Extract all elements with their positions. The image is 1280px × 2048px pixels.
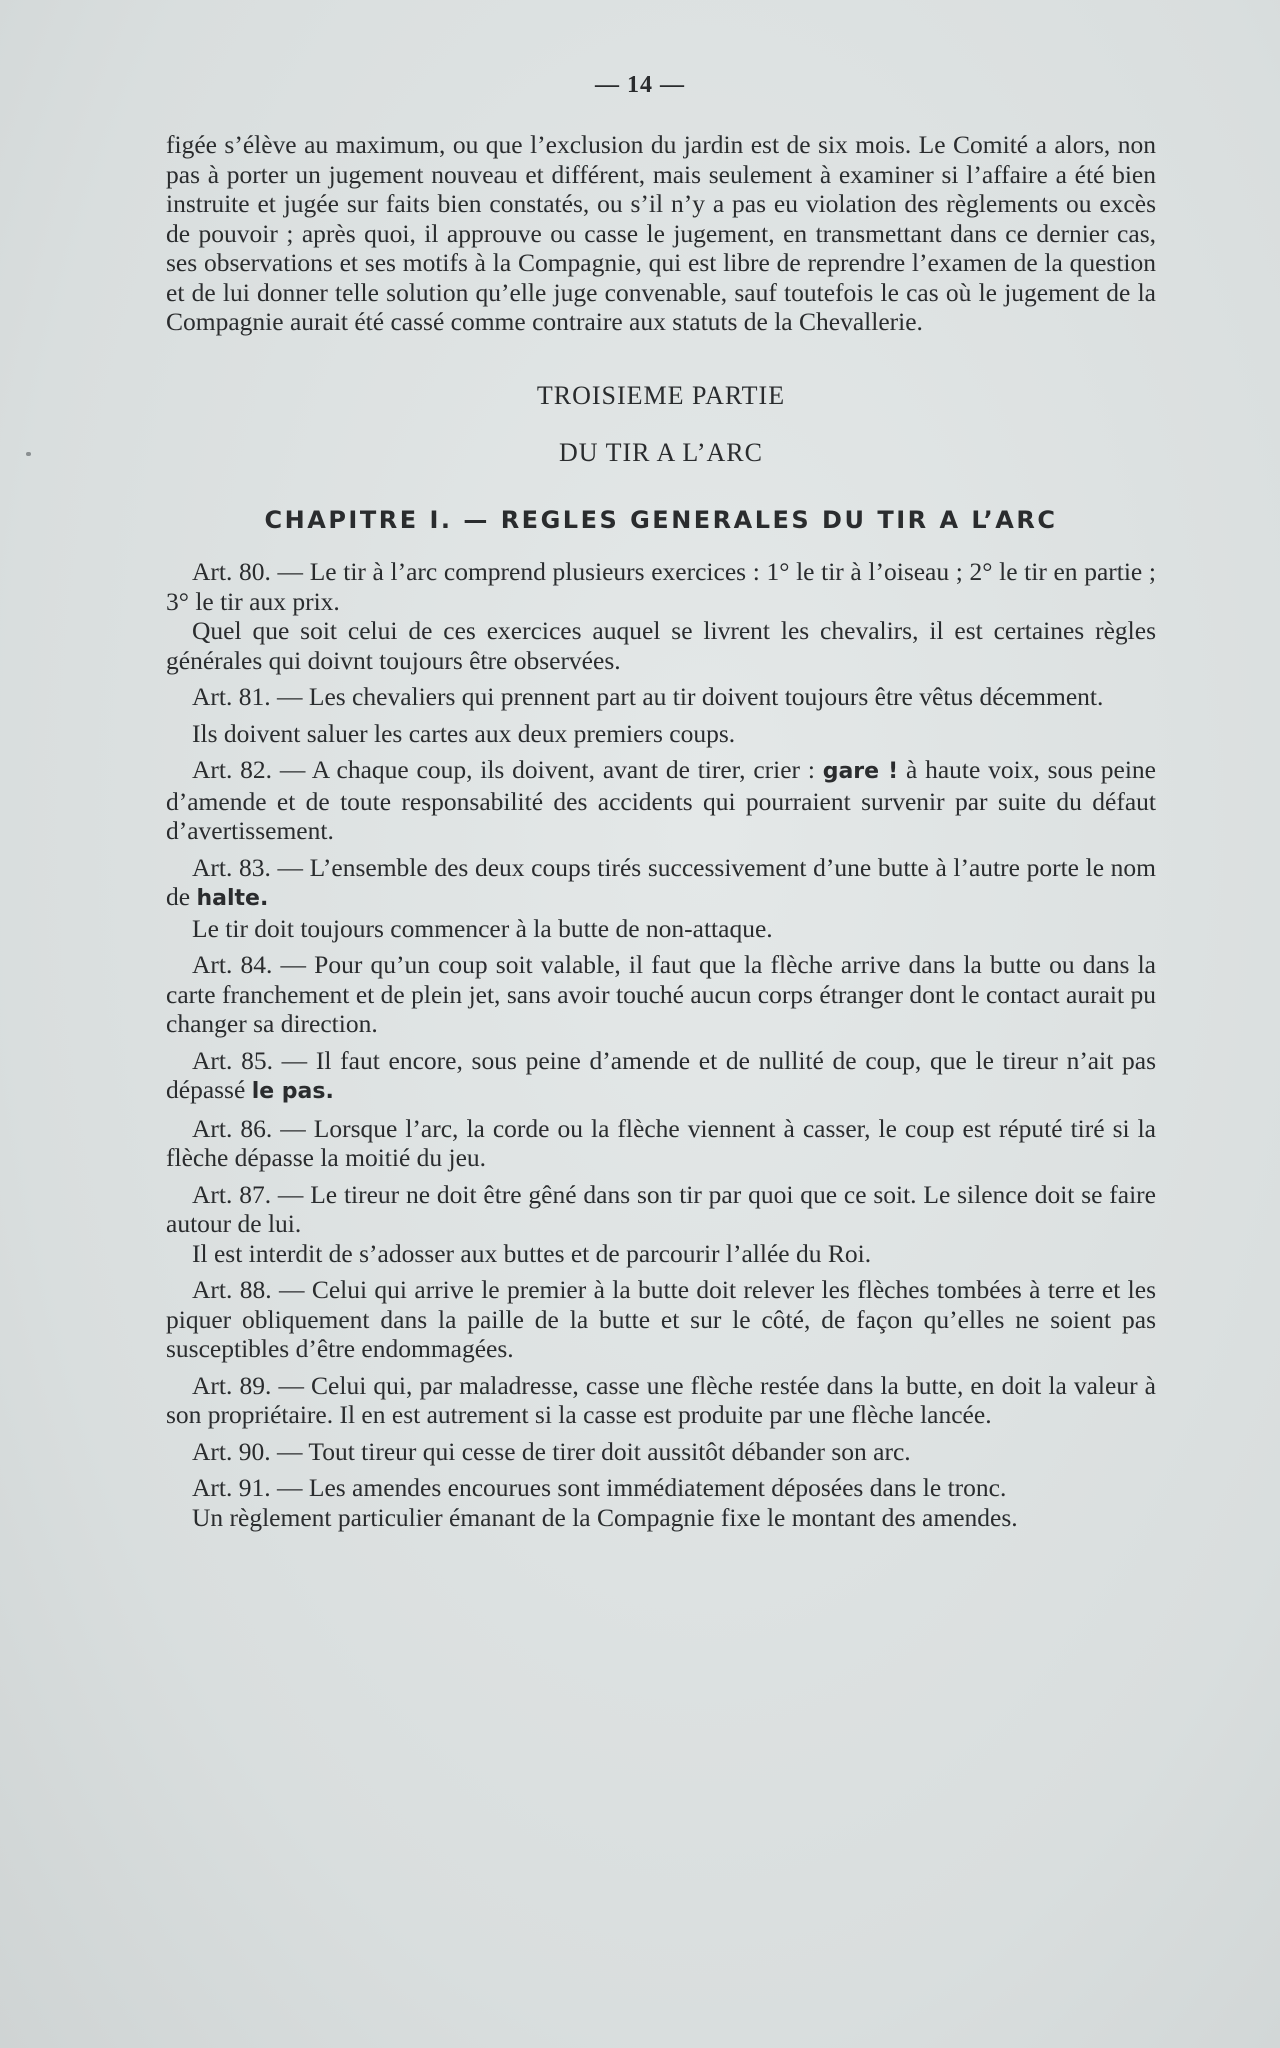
article-80: Art. 80. — Le tir à l’arc comprend plusieurs exercices : 1° le tir à l’oiseau ; 2° le tir en partie ; 3° le tir aux prix. <box>166 557 1156 616</box>
paper-speck <box>26 452 31 456</box>
article-85-emphasis: le pas. <box>251 1079 334 1104</box>
article-85-text: Art. 85. — Il faut encore, sous peine d’amende et de nullité de coup, que le tireur n’ait pas dépassé <box>166 1045 1156 1104</box>
article-80-continued: Quel que soit celui de ces exercices auquel se livrent les chevalirs, il est certaines règles générales qui doivnt toujours être observées. <box>166 616 1156 675</box>
article-83 <box>166 853 1156 914</box>
article-82-end: à haute voix, sous peine d’amende et de toute responsabilité des accidents qui pourraient survenir par suite du défaut d’avertissement. <box>166 755 1156 845</box>
article-91-continued: Un règlement particulier émanant de la Compagnie fixe le montant des amendes. <box>192 1502 1018 1532</box>
article-89: Art. 89. — Celui qui, par maladresse, casse une flèche restée dans la butte, en doit la valeur à son propriétaire. Il en est autrement si la casse est produite par une flèche lancée. <box>166 1370 1156 1429</box>
article-91: Art. 91. — Les amendes encourues sont immédiatement déposées dans le tronc. <box>192 1473 1007 1502</box>
article-82-text: Art. 82. — A chaque coup, ils doivent, avant de tirer, crier : <box>192 755 823 784</box>
article-86: Art. 86. — Lorsque l’arc, la corde ou la flèche viennent à casser, le coup est réputé tiré si la flèche dépasse la moitié du jeu. <box>166 1113 1156 1172</box>
article-85 <box>166 1046 1156 1107</box>
intro-paragraph: figée s’élève au maximum, ou que l’exclusion du jardin est de six mois. Le Comité a alors, non pas à porter un jugement nouveau et différent, mais seulement à examiner si l’affaire a été bien instruite et jugée sur faits bien constatés, ou s’il n’y a pas eu violation des règlements ou excès de pouvoir ; après quoi, il approuve ou casse le jugement, en transmettant dans ce dernier cas, ses observations et ses motifs à la Compagnie, qui est libre de reprendre l’examen de la question et de lui donner telle solution qu’elle juge convenable, sauf toutefois le cas où le jugement de la Compagnie aurait été cassé comme contraire aux statuts de la Chevallerie. <box>166 130 1156 336</box>
page-number: — 14 — <box>595 72 685 98</box>
article-90: Art. 90. — Tout tireur qui cesse de tirer doit aussitôt débander son arc. <box>192 1436 911 1466</box>
article-83-continued: Le tir doit toujours commencer à la butte de non-attaque. <box>192 913 773 943</box>
article-82-emphasis: gare ! <box>822 759 899 784</box>
article-81: Art. 81. — Les chevaliers qui prennent part au tir doivent toujours être vêtus décemment. <box>192 682 1104 711</box>
article-88: Art. 88. — Celui qui arrive le premier à la butte doit relever les flèches tombées à terre et les piquer obliquement dans la paille de la butte et sur le côté, de façon qu’elles ne soient pas susceptibles d’être endommagées. <box>166 1275 1156 1363</box>
article-83-emphasis: halte. <box>196 886 269 911</box>
article-82 <box>166 755 1156 846</box>
article-83-text: Art. 83. — L’ensemble des deux coups tirés successivement d’une butte à l’autre porte le nom de <box>166 852 1156 911</box>
article-84: Art. 84. — Pour qu’un coup soit valable, il faut que la flèche arrive dans la butte ou dans la carte franchement et de plein jet, sans avoir touché aucun corps étranger dont le contact aurait pu changer sa direction. <box>166 950 1156 1038</box>
page-body <box>166 130 1156 1532</box>
article-81-continued: Ils doivent saluer les cartes aux deux premiers coups. <box>192 718 736 748</box>
article-87: Art. 87. — Le tireur ne doit être gêné dans son tir par quoi que ce soit. Le silence doit se faire autour de lui. <box>166 1179 1156 1238</box>
part-title: TROISIEME PARTIE <box>536 380 786 410</box>
article-87-continued: Il est interdit de s’adosser aux buttes et de parcourir l’allée du Roi. <box>192 1238 872 1268</box>
part-subtitle: DU TIR A L’ARC <box>559 438 763 467</box>
chapter-title: CHAPITRE I. — REGLES GENERALES DU TIR A L’ARC <box>264 505 1058 534</box>
